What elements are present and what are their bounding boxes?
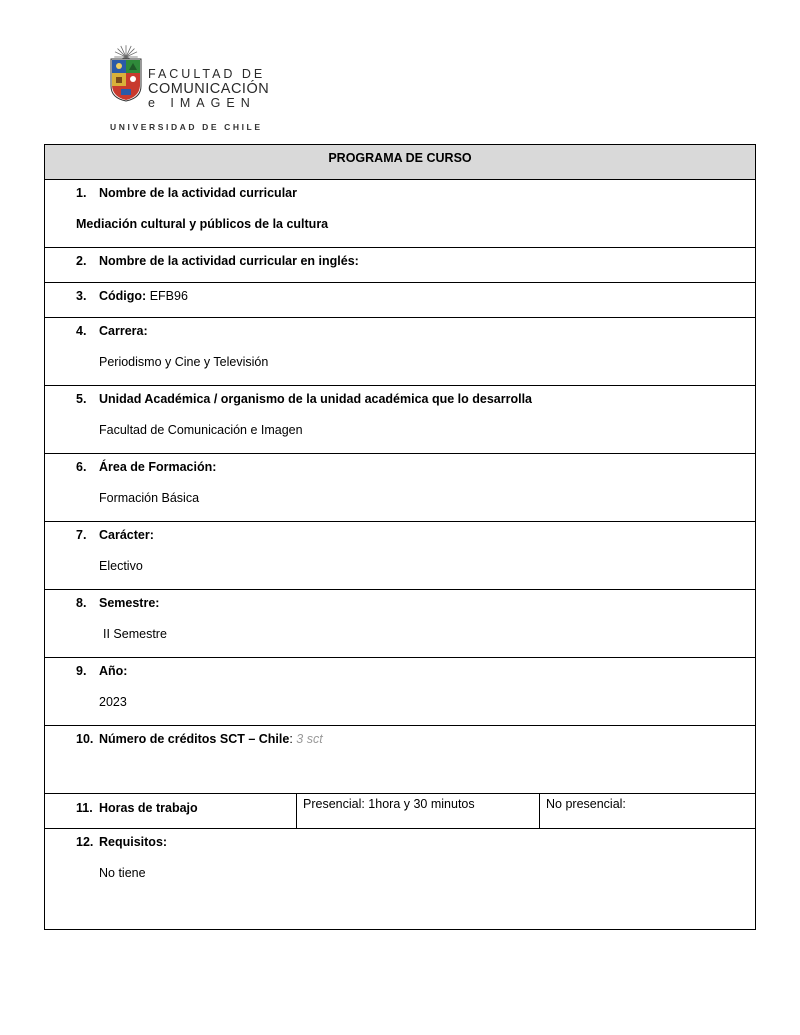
course-name-value: Mediación cultural y públicos de la cultura [76, 217, 329, 231]
field-label: 9. Año: [76, 664, 128, 678]
field-label: 8. Semestre: [76, 596, 160, 610]
no-presencial-hours-cell: No presencial: [539, 794, 755, 828]
field-academic-unit [45, 385, 755, 453]
course-program-table [44, 144, 756, 930]
field-character [45, 521, 755, 589]
university-shield-icon [110, 58, 142, 102]
requirements-value: No tiene [99, 866, 146, 880]
field-label: 3. Código: EFB96 [76, 289, 188, 303]
field-career [45, 317, 755, 385]
faculty-logo [108, 44, 288, 136]
field-label: 5. Unidad Académica / organismo de la unidad académica que lo desarrolla [76, 392, 533, 406]
career-value: Periodismo y Cine y Televisión [99, 355, 269, 369]
field-course-name-english [45, 247, 755, 282]
semester-value: II Semestre [103, 627, 167, 641]
faculty-name [148, 66, 269, 110]
form-title: PROGRAMA DE CURSO [45, 145, 755, 179]
logo-line-2: COMUNICACIÓN [148, 80, 270, 97]
field-label: 12. Requisitos: [76, 835, 168, 849]
field-semester [45, 589, 755, 657]
academic-unit-value: Facultad de Comunicación e Imagen [99, 423, 303, 437]
credits-value: 3 sct [296, 732, 323, 746]
field-label: 1. Nombre de la actividad curricular [76, 186, 297, 200]
presencial-hours-cell: Presencial: 1hora y 30 minutos [296, 794, 539, 828]
field-label: 11. Horas de trabajo [76, 801, 198, 815]
field-code [45, 282, 755, 317]
university-name: UNIVERSIDAD DE CHILE [110, 122, 263, 132]
logo-line-3: e IMAGEN [148, 96, 256, 110]
field-formation-area [45, 453, 755, 521]
field-course-name [45, 179, 755, 247]
formation-area-value: Formación Básica [99, 491, 200, 505]
field-label: 2. Nombre de la actividad curricular en inglés: [76, 254, 359, 268]
field-label: 10. Número de créditos SCT – Chile: 3 sct [76, 732, 323, 746]
logo-line-1: FACULTAD DE [148, 67, 266, 81]
field-requirements [45, 828, 755, 929]
field-label: 4. Carrera: [76, 324, 148, 338]
code-value: EFB96 [149, 289, 188, 303]
field-sct-credits [45, 725, 755, 793]
field-year [45, 657, 755, 725]
field-label: 7. Carácter: [76, 528, 154, 542]
character-value: Electivo [99, 559, 143, 573]
field-work-hours [45, 793, 755, 828]
field-label: 6. Área de Formación: [76, 460, 217, 474]
year-value: 2023 [99, 695, 127, 709]
